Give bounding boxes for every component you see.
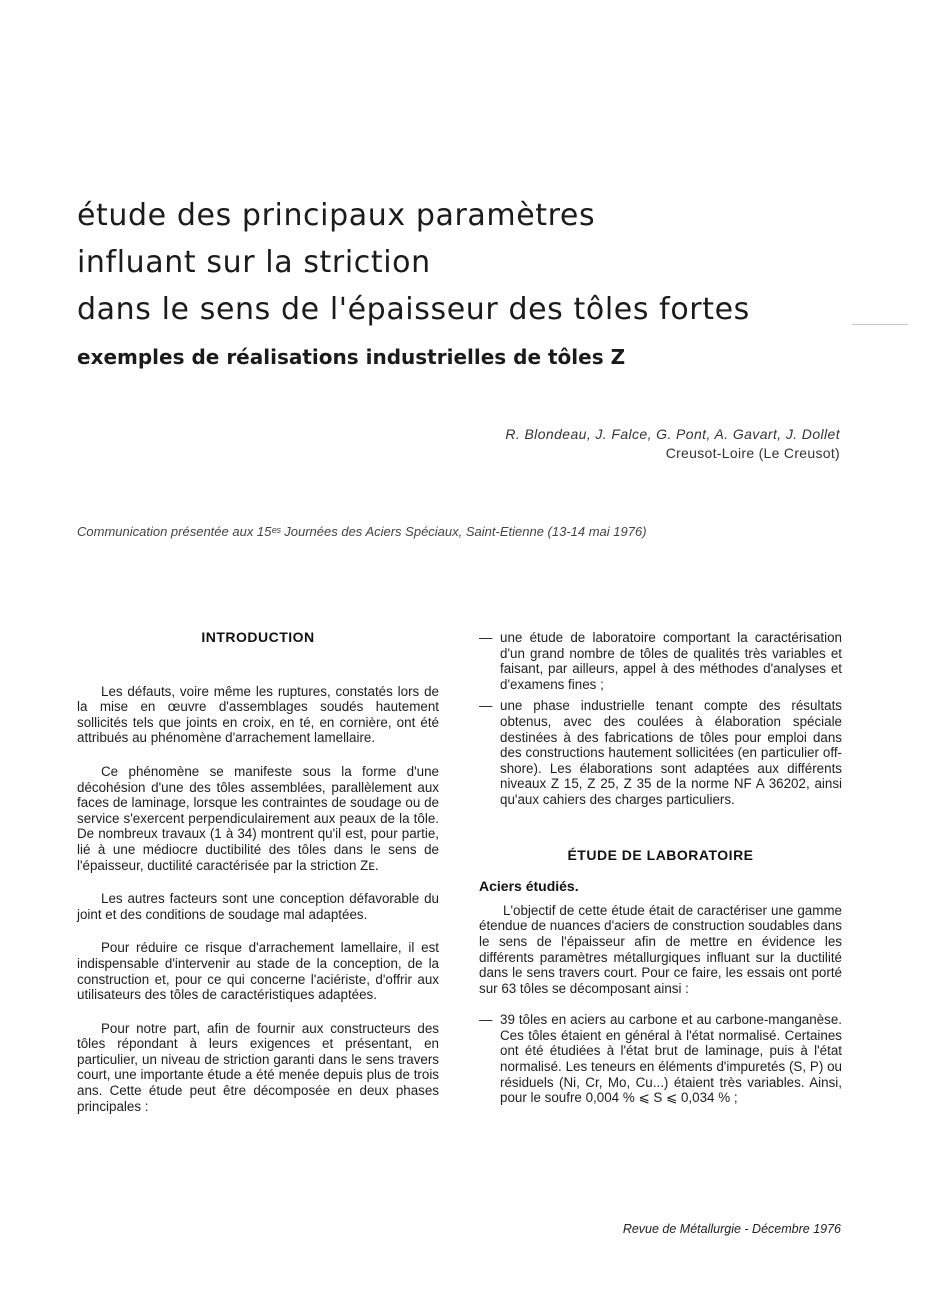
- list-item-text: une phase industrielle tenant compte des résultats obtenus, avec des coulées à élaboration spéciale destinées à des fabrications de tôles pour emploi dans des constructions hautement sollicitées (en particulier off-shore). Les élaborations sont adaptées aux différents niveaux Z 15, Z 25, Z 35 de la norme NF A 36202, ainsi qu'aux cahiers des charges particuliers.: [500, 698, 842, 807]
- title-line: étude des principaux paramètres: [77, 198, 596, 233]
- dash-marker: —: [479, 1012, 493, 1028]
- dash-marker: —: [479, 698, 493, 714]
- title-line: dans le sens de l'épaisseur des tôles fortes: [77, 292, 750, 327]
- section-heading-introduction: INTRODUCTION: [201, 629, 315, 645]
- paragraph: Pour réduire ce risque d'arrachement lamellaire, il est indispensable d'intervenir au stade de la conception, de la construction et, pour ce qui concerne l'aciériste, d'offrir aux utilisateurs des tôles de caractéristiques adaptées.: [77, 940, 439, 1003]
- subsection-heading: Aciers étudiés.: [479, 878, 579, 895]
- article-title: [77, 192, 877, 333]
- dash-marker: —: [479, 630, 493, 645]
- list-item: [479, 1012, 842, 1106]
- paragraph: Ce phénomène se manifeste sous la forme d'une décohésion d'une des tôles assemblées, parallèlement aux faces de laminage, lorsque les contraintes de soudage ou de service s'exercent perpendiculairement aux peaux de la tôle. De nombreux travaux (1 à 34) montrent qu'il est, pour partie, lié à une médiocre ductibilité des tôles dans le sens de l'épaisseur, ductilité caractérisée par la striction Zᴇ.: [77, 763, 439, 873]
- right-column: [479, 630, 842, 1112]
- list-item: [479, 630, 842, 692]
- article-subtitle: exemples de réalisations industrielles de tôles Z: [77, 345, 626, 369]
- title-line: influant sur la striction: [77, 245, 431, 280]
- paragraph: Pour notre part, afin de fournir aux constructeurs des tôles répondant à leurs exigences et présentant, en particulier, un niveau de striction garanti dans le sens travers court, une importante étude a été menée depuis plus de trois ans. Cette étude peut être décomposée en deux phases principales :: [77, 1020, 439, 1114]
- journal-footer: Revue de Métallurgie - Décembre 1976: [622, 1222, 841, 1236]
- left-column: [77, 630, 439, 1132]
- authors: R. Blondeau, J. Falce, G. Pont, A. Gavart, J. Dollet: [505, 426, 840, 442]
- paragraph: Les autres facteurs sont une conception défavorable du joint et des conditions de soudage mal adaptées.: [77, 891, 439, 922]
- paragraph: L'objectif de cette étude était de caractériser une gamme étendue de nuances d'aciers de construction soudables dans le sens de l'épaisseur afin de mettre en évidence les différents paramètres métallurgiques influant sur la ductilité dans le sens travers court. Pour ce faire, les essais ont porté sur 63 tôles se décomposant ainsi :: [479, 902, 842, 996]
- list-item: [479, 698, 842, 807]
- decorative-rule: [852, 324, 908, 325]
- paragraph: Les défauts, voire même les ruptures, constatés lors de la mise en œuvre d'assemblages soudés hautement sollicités tels que joints en croix, en té, en cornière, ont été attribués au phénomène d'arrachement lamellaire.: [77, 683, 439, 746]
- section-heading-etude-laboratoire: ÉTUDE DE LABORATOIRE: [567, 846, 754, 863]
- list-item-text: 39 tôles en aciers au carbone et au carbone-manganèse. Ces tôles étaient en général à l'état normalisé. Certaines ont été étudiées à l'état brut de laminage, puis à l'état normalisé. Les teneurs en éléments d'impuretés (S, P) ou résiduels (Ni, Cr, Mo, Cu...) étaient très variables. Ainsi, pour le soufre 0,004 % ⩽ S ⩽ 0,034 % ;: [500, 1012, 842, 1106]
- communication-note: Communication présentée aux 15ᵉˢ Journées des Aciers Spéciaux, Saint-Etienne (13-14 mai 1976): [77, 524, 647, 539]
- list-item-text: une étude de laboratoire comportant la caractérisation d'un grand nombre de tôles de qualités très variables et faisant, par ailleurs, appel à des méthodes d'analyses et d'examens fines ;: [500, 630, 842, 692]
- affiliation: Creusot-Loire (Le Creusot): [665, 445, 840, 461]
